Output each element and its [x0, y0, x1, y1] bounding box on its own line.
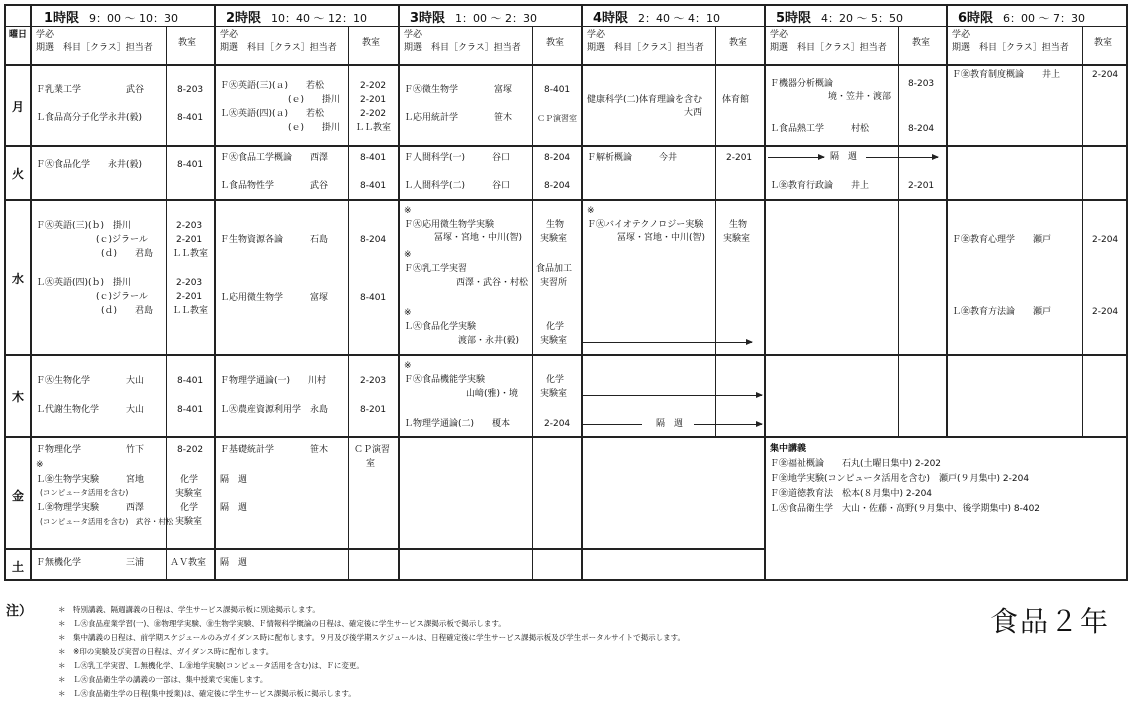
period4-header: 4時限 2：40 ～ 4：10	[593, 11, 721, 26]
divider	[581, 4, 583, 581]
note-item: ＊ Ｌ㊋食品衛生学の講義の一部は、集中授業で実施します。	[58, 675, 268, 684]
room-value: 2-201	[176, 235, 203, 245]
alternate-week-label: 隔 週	[220, 558, 248, 568]
course-entry: (ｃ)ジラール	[96, 292, 148, 302]
divider	[30, 4, 32, 581]
room-value: 実験室	[540, 234, 568, 244]
note-item: ＊ ※印の実験及び実習の日程は、ガイダンス時に配布します。	[58, 647, 274, 656]
room-value: 8-204	[908, 124, 935, 134]
divider	[398, 4, 400, 581]
course-entry: Ｌ㊋農産資源利用学 永島	[220, 405, 329, 415]
course-entry: Ｌ応用微生物学 富塚	[220, 293, 329, 303]
divider	[4, 64, 1128, 66]
arrow-line	[582, 424, 642, 425]
course-entry: (ｅ) 掛川	[288, 95, 341, 105]
room-value: 化学	[180, 503, 199, 513]
arrow-icon	[866, 157, 938, 158]
course-entry: Ｆ㊋英語(三)(ａ) 若松	[220, 81, 325, 91]
arrow-icon	[582, 395, 762, 396]
room-value: 2-203	[176, 221, 203, 231]
subject-header: 期選 科目［クラス］担当者	[220, 43, 337, 53]
course-note: (コンピュータ活用を含む)	[40, 488, 129, 497]
course-entry: Ｆ生物資源各論 石島	[220, 235, 329, 245]
course-entry: Ｆ物理学通論(一) 川村	[220, 376, 327, 386]
room-value: 実験室	[540, 389, 568, 399]
room-value: 体育館	[722, 95, 750, 105]
divider	[4, 199, 1128, 201]
subject-header: 学必	[770, 30, 789, 40]
period5-header: 5時限 4：20 ～ 5：50	[776, 11, 904, 26]
course-entry: Ｆ人間科学(一) 谷口	[404, 153, 511, 163]
course-note: (コンピュータ活用を含む) 武谷・村松	[40, 517, 174, 526]
course-entry: Ｆ㊋食品機能学実験	[404, 375, 486, 385]
period3-header: 3時限 1：00 ～ 2：30	[410, 11, 538, 26]
course-entry: (ｄ) 君島	[101, 249, 154, 259]
divider	[214, 4, 216, 581]
divider	[1082, 26, 1083, 436]
room-value: 実験室	[175, 517, 203, 527]
divider	[764, 4, 766, 581]
room-value: 8-401	[177, 160, 204, 170]
room-header: 教室	[546, 38, 565, 48]
room-value: 2-204	[1092, 70, 1119, 80]
course-entry: Ｌ食品熱工学 村松	[770, 124, 870, 134]
course-entry: Ｆ㊋生物化学 大山	[36, 376, 145, 386]
divider	[166, 26, 167, 581]
day-label-thu: 木	[11, 390, 24, 404]
course-entry: Ｌ応用統計学 笹木	[404, 113, 513, 123]
course-entry: Ｆ㊎教育制度概論 井上	[952, 70, 1061, 80]
alternate-week-label: 隔 週	[220, 475, 248, 485]
room-value: 実習所	[540, 278, 568, 288]
course-entry: (ｅ) 掛川	[288, 123, 341, 133]
course-entry: Ｌ食品高分子化学永井(毅)	[36, 113, 143, 123]
subject-header: 期選 科目［クラス］担当者	[36, 43, 153, 53]
room-value: 8-401	[544, 85, 571, 95]
room-value: 8-201	[360, 405, 387, 415]
intensive-course: Ｆ㊎地学実験(コンピュータ活用を含む) 瀬戸(９月集中) 2-204	[770, 474, 1030, 484]
room-value: 生物	[546, 220, 565, 230]
room-value: 8-401	[177, 113, 204, 123]
note-mark: ※	[404, 250, 412, 260]
alternate-week-label: 隔 週	[220, 503, 248, 513]
room-value: ＬＬ教室	[172, 249, 209, 259]
period1-header: 1時限 9：00 ～ 10：30	[44, 11, 179, 26]
room-value: 2-204	[1092, 307, 1119, 317]
course-entry: Ｌ㊋英語(四)(ｂ) 掛川	[36, 278, 132, 288]
room-value: 2-203	[176, 278, 203, 288]
course-entry: 境・笠井・渡部	[828, 92, 892, 102]
course-entry: Ｌ食品物性学 武谷	[220, 181, 329, 191]
divider	[4, 145, 1128, 147]
room-value: 化学	[546, 375, 565, 385]
day-label-wed: 水	[11, 272, 24, 286]
day-label-sat: 土	[11, 560, 24, 574]
room-value: 2-204	[544, 419, 571, 429]
room-value: 生物	[729, 220, 748, 230]
course-entry: (ｃ)ジラール	[96, 235, 148, 245]
note-mark: ※	[404, 206, 412, 216]
course-entry: Ｆ㊋バイオテクノロジー実験	[587, 220, 704, 230]
room-value: ＡＶ教室	[170, 558, 207, 568]
note-item: ＊ Ｌ㊋乳工学実習、Ｌ無機化学、Ｌ㊎地学実験(コンピュータ活用を含む)は、Ｆに変更。	[58, 661, 364, 670]
room-header: 教室	[729, 38, 748, 48]
intensive-course: Ｆ㊎福祉概論 石丸(土曜日集中) 2-202	[770, 459, 942, 469]
room-value: 8-203	[908, 79, 935, 89]
room-header: 教室	[362, 38, 381, 48]
document-title: 食品２年	[990, 605, 1111, 638]
divider	[532, 26, 533, 581]
notes-label: 注）	[6, 604, 33, 619]
course-entry: 冨塚・宮地・中川(智)	[434, 233, 523, 243]
course-entry: Ｌ㊎教育行政論 井上	[770, 181, 870, 191]
note-item: ＊ 特別講義、隔週講義の日程は、学生サービス課掲示板に別途掲示します。	[58, 605, 320, 614]
course-entry: 西澤・武谷・村松	[456, 278, 529, 288]
subject-header: 期選 科目［クラス］担当者	[404, 43, 521, 53]
room-value: 8-401	[177, 376, 204, 386]
room-value: 実験室	[540, 336, 568, 346]
course-entry: Ｆ無機化学 三浦	[36, 558, 145, 568]
alternate-week-label: 隔 週	[830, 152, 858, 162]
course-entry: Ｆ㊋乳工学実習	[404, 264, 468, 274]
note-mark: ※	[404, 308, 412, 318]
course-entry: Ｆ基礎統計学 笹木	[220, 445, 329, 455]
subject-header: 期選 科目［クラス］担当者	[587, 43, 704, 53]
course-entry: Ｆ㊋英語(三)(ｂ) 掛川	[36, 221, 132, 231]
note-item: ＊ Ｌ㊋食品衛生学の日程(集中授業)は、確定後に学生サービス課掲示板に掲示します。	[58, 689, 356, 698]
room-value: 2-202	[360, 81, 387, 91]
course-entry: 山﨑(雅)・境	[466, 389, 519, 399]
day-label-tue: 火	[11, 167, 24, 181]
room-value: ＬＬ教室	[355, 123, 392, 133]
course-entry: Ｆ乳業工学 武谷	[36, 85, 145, 95]
course-entry: Ｌ㊎教育方法論 瀬戸	[952, 307, 1052, 317]
subject-header: 期選 科目［クラス］担当者	[952, 43, 1069, 53]
room-value: 2-201	[726, 153, 753, 163]
period6-header: 6時限 6：00 ～ 7：30	[958, 11, 1086, 26]
course-entry: Ｌ㊋英語(四)(ａ) 若松	[220, 109, 325, 119]
divider	[4, 548, 764, 550]
divider	[715, 26, 716, 436]
day-label-fri: 金	[11, 489, 24, 503]
course-entry: (ｄ) 君島	[101, 306, 154, 316]
course-entry: Ｆ機器分析概論	[770, 79, 834, 89]
course-entry: Ｆ㊎教育心理学 瀬戸	[952, 235, 1052, 245]
course-entry: Ｌ代謝生物化学 大山	[36, 405, 145, 415]
note-item: ＊ 集中講義の日程は、前学期スケジュールのみガイダンス時に配布します。９月及び後学期スケジュールは、日程確定後に学生サービス課掲示板及び学生ポータルサイトで掲示します。	[58, 633, 685, 642]
room-value: 8-401	[177, 405, 204, 415]
room-value: 室	[366, 459, 376, 469]
room-value: 2-201	[360, 95, 387, 105]
divider	[4, 436, 1128, 438]
room-value: 食品加工	[536, 264, 573, 274]
room-value: 化学	[546, 322, 565, 332]
room-value: 化学	[180, 475, 199, 485]
divider	[348, 26, 349, 581]
room-value: ＬＬ教室	[172, 306, 209, 316]
room-value: 2-201	[176, 292, 203, 302]
course-entry: Ｆ㊋微生物学 富塚	[404, 85, 513, 95]
period2-header: 2時限 10：40 ～ 12：10	[226, 11, 368, 26]
course-entry: Ｌ人間科学(二) 谷口	[404, 181, 511, 191]
room-value: 2-203	[360, 376, 387, 386]
room-value: 8-401	[360, 181, 387, 191]
day-label-mon: 月	[11, 100, 24, 114]
arrow-icon	[768, 157, 824, 158]
room-value: 実験室	[723, 234, 751, 244]
subject-header: 学必	[220, 30, 239, 40]
subject-header: 学必	[36, 30, 55, 40]
divider	[4, 26, 1128, 27]
room-value: 8-401	[360, 153, 387, 163]
course-entry: 冨塚・宮地・中川(智)	[617, 233, 706, 243]
room-value: 8-401	[360, 293, 387, 303]
room-value: 8-204	[544, 153, 571, 163]
course-entry: 大西	[684, 108, 703, 118]
arrow-icon	[694, 424, 762, 425]
intensive-title: 集中講義	[770, 444, 807, 454]
intensive-course: Ｌ㊋食品衛生学 大山・佐藤・高野(９月集中、後学期集中) 8-402	[770, 504, 1041, 514]
course-entry: Ｆ㊋応用微生物学実験	[404, 220, 495, 230]
course-entry: Ｆ㊋食品化学 永井(毅)	[36, 160, 143, 170]
room-value: 8-202	[177, 445, 204, 455]
dow-header: 曜日	[9, 30, 28, 40]
note-mark: ※	[36, 460, 44, 470]
room-value: 実験室	[175, 489, 203, 499]
subject-header: 学必	[952, 30, 971, 40]
course-entry: 渡部・永井(毅)	[458, 336, 520, 346]
divider	[898, 26, 899, 436]
room-header: 教室	[912, 38, 931, 48]
room-value: ＣＰ演習室	[537, 114, 577, 123]
alternate-week-label: 隔 週	[656, 419, 684, 429]
room-value: ＣＰ演習	[354, 445, 391, 455]
subject-header: 期選 科目［クラス］担当者	[770, 43, 887, 53]
course-entry: 健康科学(二)体育理論を含む	[587, 95, 703, 105]
room-value: 8-204	[360, 235, 387, 245]
subject-header: 学必	[404, 30, 423, 40]
course-entry: Ｌ㊎生物学実験 宮地	[36, 475, 145, 485]
course-entry: Ｌ㊋食品化学実験	[404, 322, 477, 332]
course-entry: Ｌ㊎物理学実験 西澤	[36, 503, 145, 513]
note-item: ＊ Ｌ㊋食品産業学習(一)、㊎物理学実験、㊎生物学実験、Ｆ情報科学概論の日程は、確定後に学生サービス課掲示板で掲示します。	[58, 619, 506, 628]
room-value: 2-202	[360, 109, 387, 119]
room-value: 8-204	[544, 181, 571, 191]
room-value: 2-204	[1092, 235, 1119, 245]
room-header: 教室	[178, 38, 197, 48]
subject-header: 学必	[587, 30, 606, 40]
room-value: 2-201	[908, 181, 935, 191]
course-entry: Ｆ㊋食品工学概論 西澤	[220, 153, 329, 163]
note-mark: ※	[587, 206, 595, 216]
divider	[946, 4, 948, 436]
arrow-icon	[582, 342, 752, 343]
room-header: 教室	[1094, 38, 1113, 48]
intensive-course: Ｆ㊎道徳教育法 松本(８月集中) 2-204	[770, 489, 933, 499]
room-value: 8-203	[177, 85, 204, 95]
note-mark: ※	[404, 361, 412, 371]
course-entry: Ｆ物理化学 竹下	[36, 445, 145, 455]
course-entry: Ｆ解析概論 今井	[587, 153, 678, 163]
divider	[4, 354, 1128, 356]
course-entry: Ｌ物理学通論(二) 榎本	[404, 419, 511, 429]
